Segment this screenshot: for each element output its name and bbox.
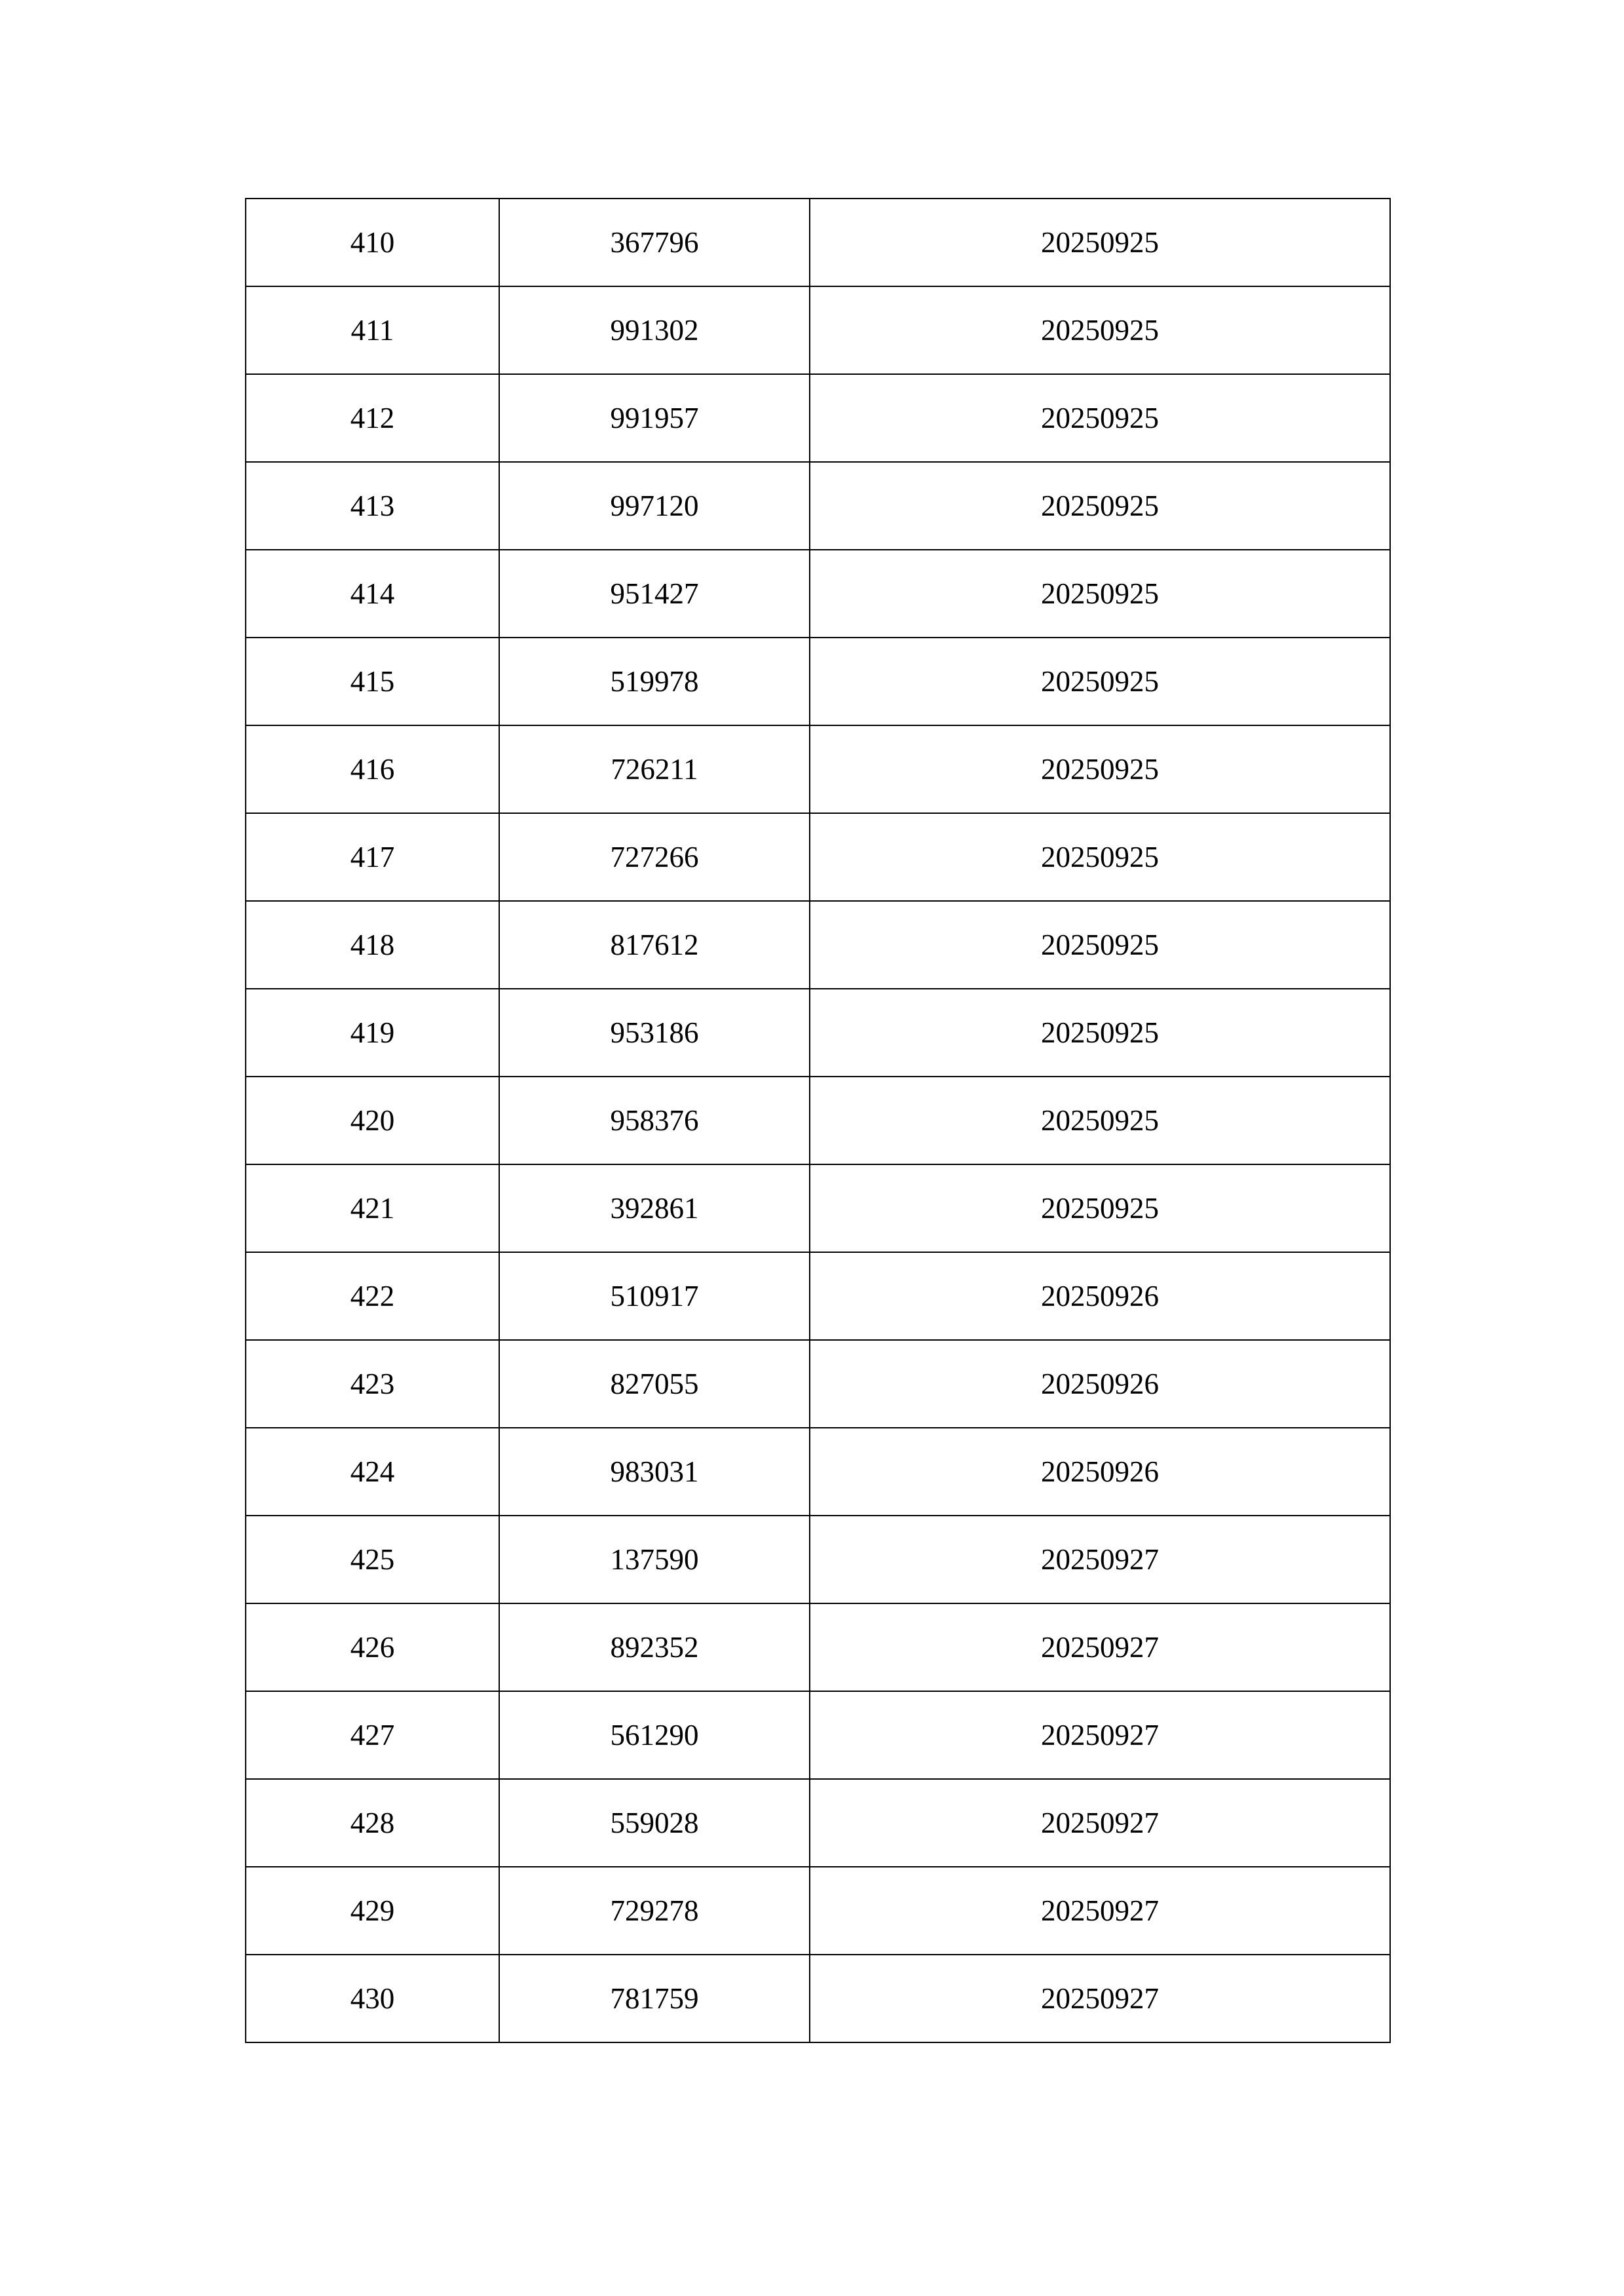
row-number-cell: 421 [246,1164,499,1252]
code-cell: 729278 [499,1867,810,1955]
table-row [246,1077,1390,1164]
row-number-cell: 425 [246,1516,499,1603]
date-cell: 20250926 [810,1428,1390,1516]
date-cell: 20250926 [810,1340,1390,1428]
date-cell: 20250925 [810,550,1390,638]
table-row [246,374,1390,462]
code-cell: 510917 [499,1252,810,1340]
table-row [246,286,1390,374]
date-cell: 20250925 [810,901,1390,989]
table-row [246,1516,1390,1603]
date-cell: 20250925 [810,374,1390,462]
table-row [246,1691,1390,1779]
row-number-cell: 420 [246,1077,499,1164]
row-number-cell: 413 [246,462,499,550]
code-cell: 519978 [499,638,810,725]
table-row [246,813,1390,901]
row-number-cell: 427 [246,1691,499,1779]
row-number-cell: 411 [246,286,499,374]
date-cell: 20250925 [810,638,1390,725]
row-number-cell: 423 [246,1340,499,1428]
table-row [246,1252,1390,1340]
date-cell: 20250927 [810,1603,1390,1691]
table-row [246,1867,1390,1955]
row-number-cell: 417 [246,813,499,901]
date-cell: 20250925 [810,813,1390,901]
code-cell: 991302 [499,286,810,374]
table-row [246,1779,1390,1867]
table-row [246,638,1390,725]
row-number-cell: 415 [246,638,499,725]
data-table [245,198,1391,2043]
date-cell: 20250925 [810,199,1390,286]
row-number-cell: 428 [246,1779,499,1867]
code-cell: 991957 [499,374,810,462]
date-cell: 20250927 [810,1691,1390,1779]
row-number-cell: 422 [246,1252,499,1340]
date-cell: 20250927 [810,1867,1390,1955]
row-number-cell: 416 [246,725,499,813]
table-body [246,199,1390,2042]
code-cell: 827055 [499,1340,810,1428]
code-cell: 781759 [499,1955,810,2042]
date-cell: 20250927 [810,1516,1390,1603]
table-row [246,901,1390,989]
code-cell: 726211 [499,725,810,813]
table-row [246,1603,1390,1691]
date-cell: 20250927 [810,1779,1390,1867]
table-row [246,1340,1390,1428]
code-cell: 983031 [499,1428,810,1516]
table-row [246,199,1390,286]
row-number-cell: 419 [246,989,499,1077]
code-cell: 559028 [499,1779,810,1867]
row-number-cell: 430 [246,1955,499,2042]
date-cell: 20250925 [810,286,1390,374]
table-row [246,1164,1390,1252]
code-cell: 392861 [499,1164,810,1252]
date-cell: 20250925 [810,1164,1390,1252]
row-number-cell: 429 [246,1867,499,1955]
code-cell: 367796 [499,199,810,286]
row-number-cell: 426 [246,1603,499,1691]
date-cell: 20250925 [810,989,1390,1077]
table-row [246,550,1390,638]
code-cell: 958376 [499,1077,810,1164]
code-cell: 951427 [499,550,810,638]
row-number-cell: 410 [246,199,499,286]
code-cell: 817612 [499,901,810,989]
code-cell: 561290 [499,1691,810,1779]
code-cell: 892352 [499,1603,810,1691]
table-row [246,462,1390,550]
date-cell: 20250925 [810,1077,1390,1164]
table-row [246,1428,1390,1516]
code-cell: 953186 [499,989,810,1077]
row-number-cell: 418 [246,901,499,989]
table-row [246,989,1390,1077]
row-number-cell: 424 [246,1428,499,1516]
code-cell: 997120 [499,462,810,550]
date-cell: 20250925 [810,462,1390,550]
date-cell: 20250926 [810,1252,1390,1340]
date-cell: 20250925 [810,725,1390,813]
code-cell: 137590 [499,1516,810,1603]
code-cell: 727266 [499,813,810,901]
table-row [246,1955,1390,2042]
date-cell: 20250927 [810,1955,1390,2042]
row-number-cell: 414 [246,550,499,638]
row-number-cell: 412 [246,374,499,462]
table-row [246,725,1390,813]
